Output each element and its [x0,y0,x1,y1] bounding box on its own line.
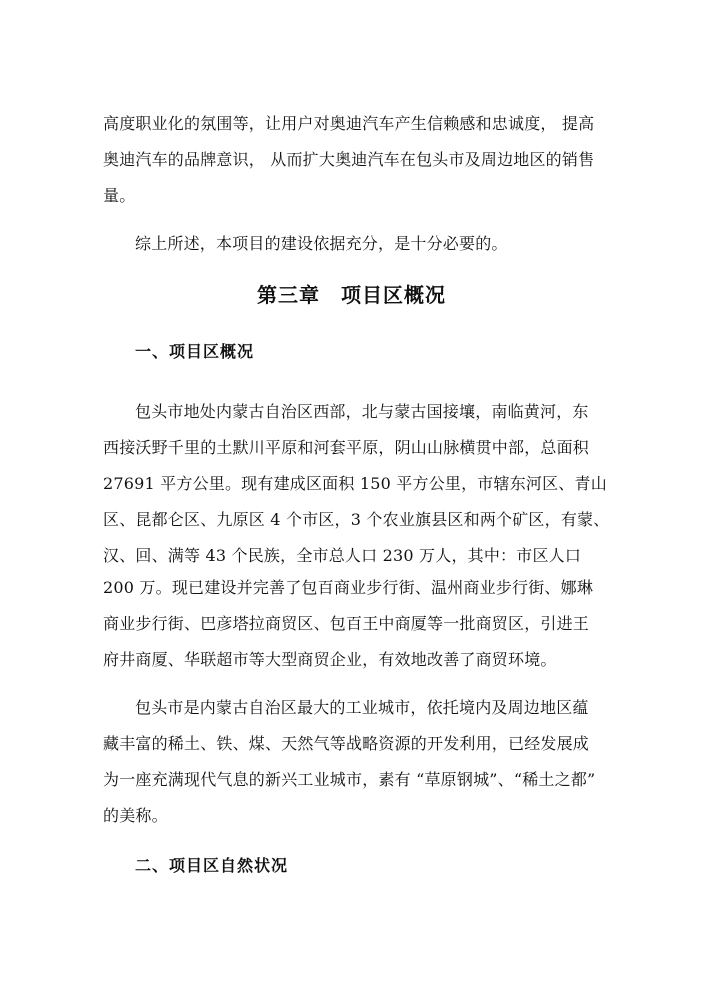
s1p1-line-8: 府井商厦、华联超市等大型商贸企业，有效地改善了商贸环境。 [103,650,557,669]
s1p1-line-1: 包头市地处内蒙古自治区西部，北与蒙古国接壤，南临黄河，东 [135,402,589,421]
section-2-heading: 二、项目区自然状况 [135,856,289,875]
chapter-title: 第三章 项目区概况 [257,283,446,307]
s1p1-line-3: 27691 平方公里。现有建成区面积 150 平方公里，市辖东河区、青山 [103,474,607,493]
s1p1-line-7: 商业步行街、巴彦塔拉商贸区、包百王中商厦等一批商贸区，引进王 [103,614,590,633]
section-1-heading: 一、项目区概况 [135,342,255,361]
s1p2-line-4: 的美称。 [103,806,168,825]
intro-line-3: 量。 [103,186,136,205]
s1p1-line-4: 区、昆都仑区、九原区 4 个市区，3 个农业旗县区和两个矿区，有蒙、 [103,510,610,529]
intro-line-1: 高度职业化的氛围等，让用户对奥迪汽车产生信赖感和忠诚度， 提高 [103,114,595,133]
s1p2-line-1: 包头市是内蒙古自治区最大的工业城市，依托境内及周边地区蕴 [135,698,589,717]
s1p1-line-2: 西接沃野千里的土默川平原和河套平原，阴山山脉横贯中部，总面积 [103,438,590,457]
intro-line-2: 奥迪汽车的品牌意识， 从而扩大奥迪汽车在包头市及周边地区的销售 [103,150,595,169]
s1p1-line-5: 汉、回、满等 43 个民族，全市总人口 230 万人，其中：市区人口 [103,546,582,565]
s1p1-line-6: 200 万。现已建设并完善了包百商业步行街、温州商业步行街、娜琳 [103,578,594,597]
s1p2-line-2: 藏丰富的稀土、铁、煤、天然气等战略资源的开发利用，已经发展成 [103,734,590,753]
summary-line: 综上所述，本项目的建设依据充分，是十分必要的。 [135,234,508,253]
s1p2-line-3: 为一座充满现代气息的新兴工业城市，素有 “草原钢城”、“稀土之都” [103,770,596,789]
